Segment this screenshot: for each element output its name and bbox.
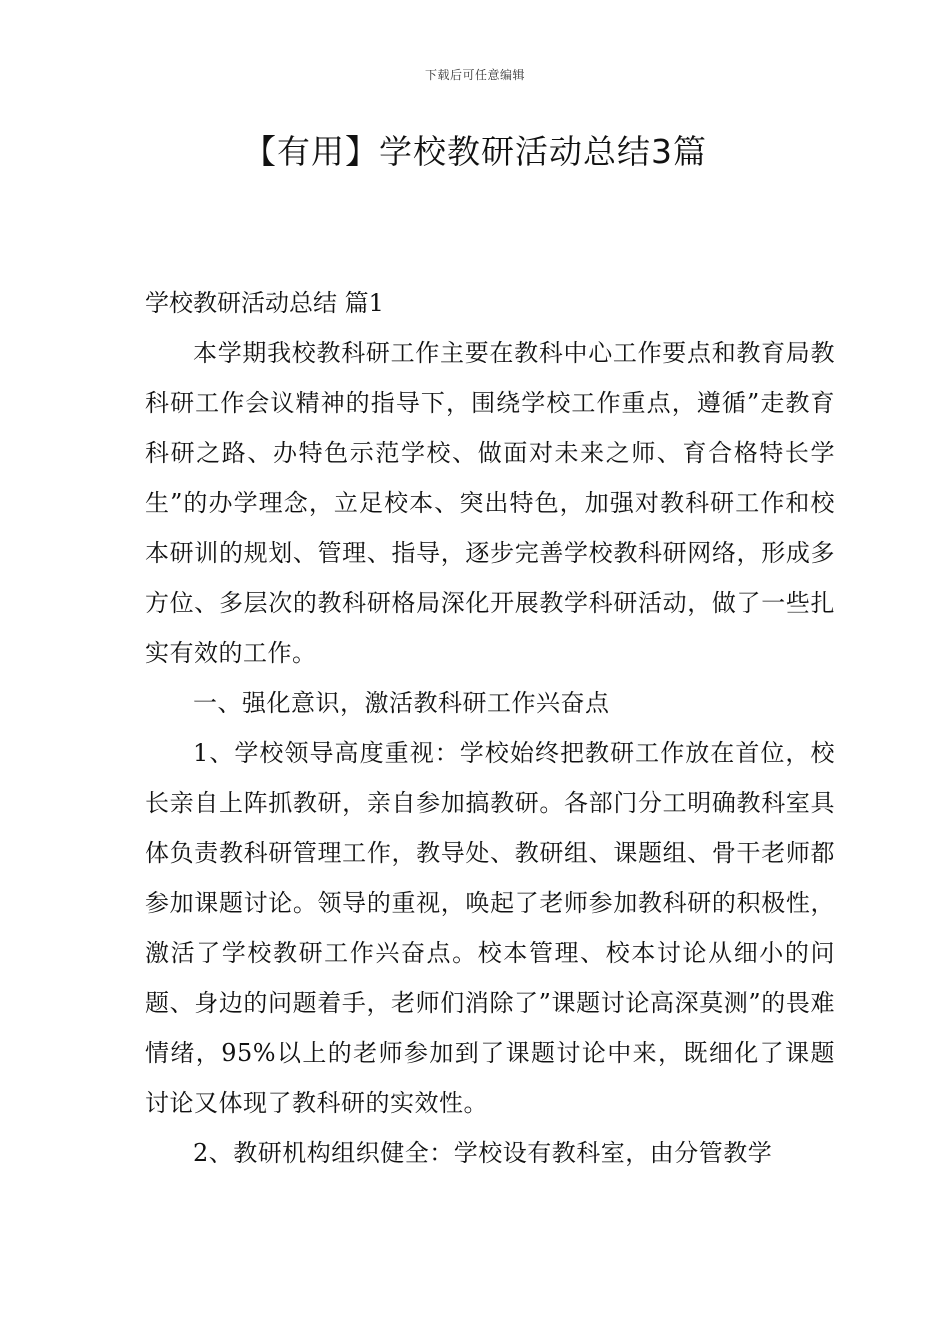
section-heading: 学校教研活动总结 篇1 (145, 289, 384, 317)
paragraph-subheading-1: 一、强化意识，激活教科研工作兴奋点 (193, 689, 610, 717)
paragraph-point-1: 1、学校领导高度重视：学校始终把教研工作放在首位，校长亲自上阵抓教研，亲自参加搞教研。各部门分工明确教科室具体负责教科研管理工作，教导处、教研组、课题组、骨干老师都参加课题讨论。领导的重视，唤起了老师参加教科研的积极性，激活了学校教研工作兴奋点。校本管理、校本讨论从细小的问题、身边的问题着手，老师们消除了”课题讨论高深莫测”的畏难情绪，95%以上的老师参加到了课题讨论中来，既细化了课题讨论又体现了教科研的实效性。 (145, 739, 835, 1117)
document-body (145, 328, 835, 1178)
header-note: 下载后可任意编辑 (424, 68, 525, 82)
paragraph-intro: 本学期我校教科研工作主要在教科中心工作要点和教育局教科研工作会议精神的指导下，围绕学校工作重点，遵循”走教育科研之路、办特色示范学校、做面对未来之师、育合格特长学生”的办学理念，立足校本、突出特色，加强对教科研工作和校本研训的规划、管理、指导，逐步完善学校教科研网络，形成多方位、多层次的教科研格局深化开展教学科研活动，做了一些扎实有效的工作。 (145, 339, 835, 667)
document-title: 【有用】学校教研活动总结3篇 (243, 132, 707, 171)
paragraph-point-2: 2、教研机构组织健全：学校设有教科室，由分管教学 (193, 1139, 773, 1167)
